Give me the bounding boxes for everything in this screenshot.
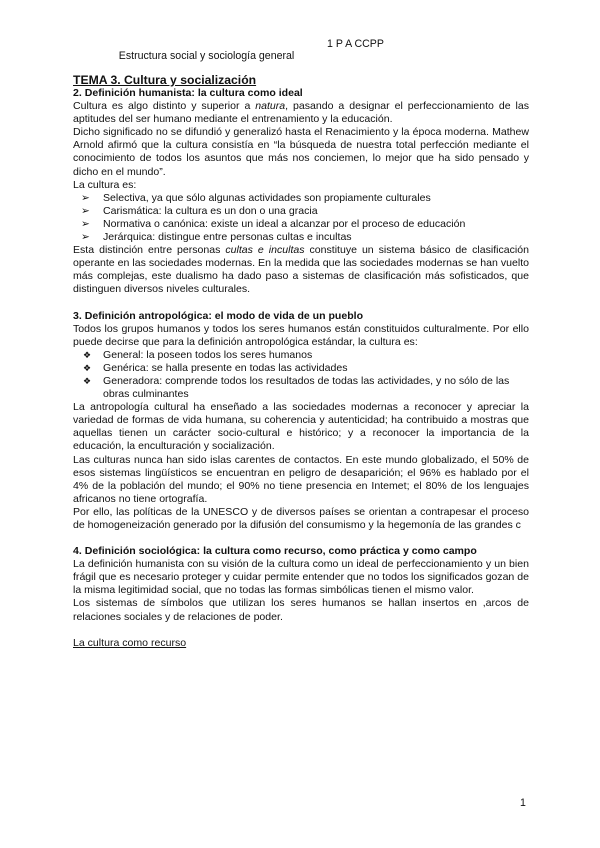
paragraph: La cultura es: [73,178,137,191]
diamond-bullet-icon: ❖ [83,362,92,373]
bullet-list [73,192,529,244]
paragraph: Los sistemas de símbolos que utilizan los seres humanos se hallan insertos en ,arcos de relaciones sociales y de relaciones de poder. [73,597,529,623]
list-item-text: Genérica: se halla presente en todas las actividades [103,361,348,374]
list-item-text: General: la poseen todos los seres humanos [103,348,313,361]
paragraph: Las culturas nunca han sido islas carentes de contactos. En este mundo globalizado, el 50% de esos sistemas lingüísticos se encuentran en peligro de desaparición; el 96% es hablado por el 4% de la población del mundo; el 90% no tiene presencia en Intemet; el 80% de los lenguajes africanos no tiene ortografía. [73,453,529,505]
text-run: Esta distinción entre personas [73,244,226,257]
section-heading: 4. Definición sociológica: la cultura como recurso, como práctica y como campo [73,545,477,558]
paragraph [73,100,529,126]
list-item [73,349,529,362]
list-item [73,192,529,205]
paragraph: Dicho significado no se difundió y generalizó hasta el Renacimiento y la época moderna. Mathew Arnold afirmó que la cultura consistía en “la búsqueda de nuestra total perfección mediante el conocimiento de todos los asuntos que más nos conciemen, lo mejor que ha sido pensado y dicho en el mundo”. [73,126,529,178]
list-item [73,218,529,231]
arrow-bullet-icon: ➢ [81,191,90,204]
document-title: TEMA 3. Cultura y socialización [73,73,257,87]
list-item-text: Generadora: comprende todos los resultados de todas las actividades, y no sólo de las obras culminantes [103,374,510,401]
emphasis: natura [255,100,286,113]
list-item-text: Jerárquica: distingue entre personas cultas e incultas [103,231,352,244]
text-run: , pasando a designar el perfeccionamiento de las aptitudes del ser humano mediante el entrenamiento y la educación. [73,100,529,126]
paragraph [73,244,529,296]
diamond-bullet-icon: ❖ [83,349,92,360]
list-item-text: Selectiva, ya que sólo algunas actividades son propiamente culturales [103,191,431,204]
list-item [73,362,529,375]
paragraph: La definición humanista con su visión de la cultura como un ideal de perfeccionamiento y un bien frágil que es necesario proteger y cuidar permite entender que no todos los significados gozan de la misma legitimidad social, que no todas las formas simbólicas tienen el mismo valor. [73,558,529,597]
paragraph: Todos los grupos humanos y todos los seres humanos están constituidos culturalmente. Por ello puede decirse que para la definición antropológica estándar, la cultura es: [73,322,529,348]
list-item [73,231,529,244]
list-item [73,205,529,218]
section-heading: 2. Definición humanista: la cultura como ideal [73,87,303,99]
list-item-text: Normativa o canónica: existe un ideal a alcanzar por el proceso de educación [103,217,466,230]
spacer [73,297,529,310]
arrow-bullet-icon: ➢ [81,204,90,217]
list-item-text: Carismática: la cultura es un don o una gracia [103,204,318,217]
header-group: 1 P A CCPP [327,38,384,50]
paragraph: La antropología cultural ha enseñado a las sociedades modernas a reconocer y apreciar la variedad de formas de vida humana, su coherencia y autenticidad; ha contribuido a mostras que aquellas tienen un carácter socio-cultural e histórico; y a reconocer la importancia de la educación, la enculturación y socialización. [73,401,529,453]
page-number: 1 [520,797,526,809]
text-run: constituye un sistema básico de clasificación operante en las sociedades modernas. En la medida que las sociedades modernas se han vuelto más complejas, este dualismo ha dado paso a sistemas de clasificación más sofisticados, que distinguen diversos niveles culturales. [73,244,529,296]
header-course: Estructura social y sociología general [118,50,295,62]
arrow-bullet-icon: ➢ [81,231,90,244]
spacer [73,624,529,637]
list-item [73,375,529,401]
subheading: La cultura como recurso [73,636,187,649]
diamond-bullet-icon: ❖ [83,375,92,386]
text-run: Cultura es algo distinto y superior a [73,100,256,113]
bullet-list [73,349,529,401]
document-body [73,73,529,650]
emphasis: cultas e incultas [225,244,305,257]
spacer [73,532,529,545]
section-heading: 3. Definición antropológica: el modo de vida de un pueblo [73,309,364,322]
paragraph: Por ello, las políticas de la UNESCO y de diversos países se orientan a contrapesar el proceso de homogeneización generado por la difusión del consumismo y la hegemonía de las grandes c [73,505,529,531]
arrow-bullet-icon: ➢ [81,217,90,230]
